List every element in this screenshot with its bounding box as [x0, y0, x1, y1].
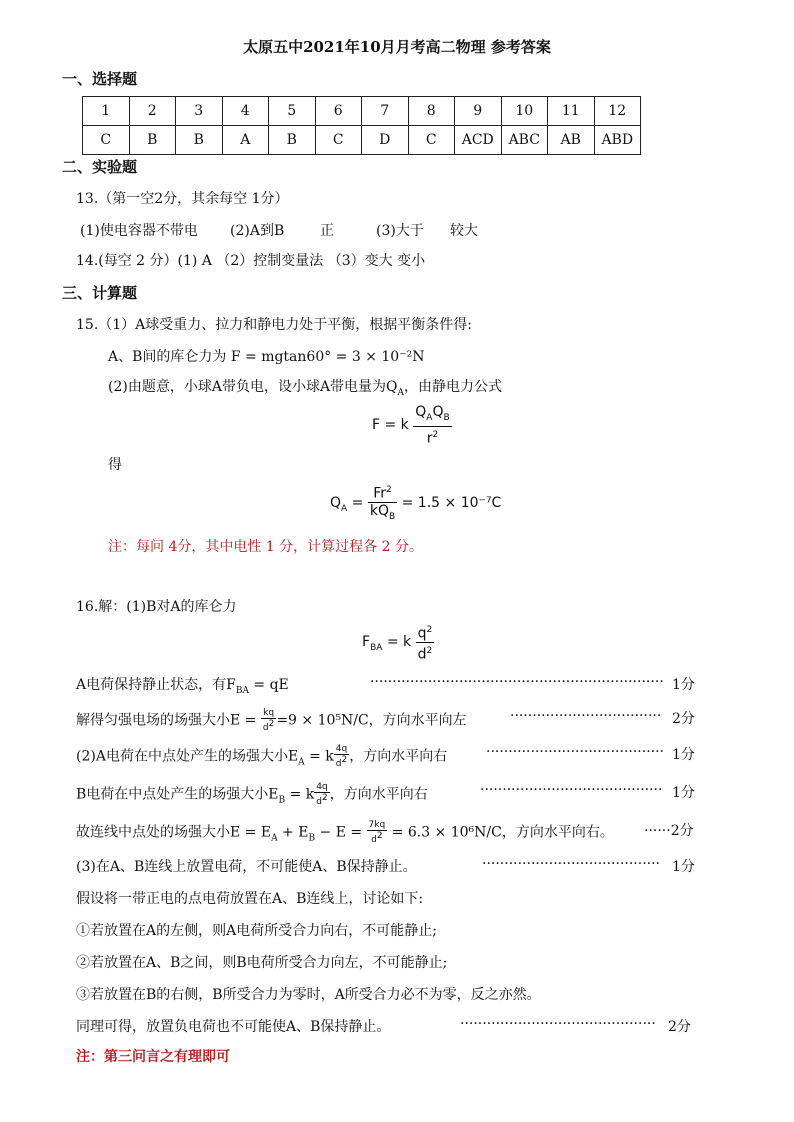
q16-line-6-tail: = 6.3 × 10⁶N/C，方向水平向右。	[387, 824, 614, 841]
q16-line-4: (2)A电荷在中点处产生的场强大小$E_A = k$ $\frac{4q}{d^2}$ ，方向水平向右	[76, 744, 448, 769]
q16-line-3-text: 解得匀强电场的场强大小E =	[76, 712, 261, 729]
leader-dots: ··································································	[370, 674, 664, 690]
table-cell: 2	[129, 97, 176, 126]
q16-grading-note: 注：第三问言之有理即可	[76, 1049, 230, 1065]
section-experiment-heading: 二、实验题	[62, 158, 138, 176]
q16-line-12: 同理可得，放置负电荷也不可能使A、B保持静止。	[76, 1019, 391, 1035]
table-cell: 6	[315, 97, 362, 126]
q16-force-formula: $F_{BA} = k$ $\frac{q^2}{d^2}$	[362, 622, 434, 662]
q15-line-3: (2)由题意，小球A带负电，设小球A带电量为$Q_A$，由静电力公式	[108, 379, 503, 398]
formula-eq: = k	[382, 634, 412, 651]
q16-case-3: ③若放置在B的右侧，B所受合力为零时，A所受合力必不为零，反之亦然。	[76, 987, 541, 1003]
q16-line-7: (3)在A、B连线上放置电荷，不可能使A、B保持静止。	[76, 859, 417, 875]
score-2: 2分	[672, 711, 695, 727]
q15-line-3-tail: ，由静电力公式	[404, 379, 503, 395]
q13-answer-1: (1)使电容器不带电	[80, 223, 198, 239]
table-cell: A	[222, 126, 269, 155]
table-cell: B	[129, 126, 176, 155]
page-title: 太原五中2021年10月月考高二物理 参考答案	[243, 38, 551, 56]
table-cell: ACD	[455, 126, 502, 155]
section-calculation-heading: 三、计算题	[62, 284, 138, 302]
q16-line-2: A电荷保持静止状态，有$F_{BA}$ = qE	[76, 677, 289, 696]
table-cell: 1	[83, 97, 130, 126]
q15-line-1: 15.（1）A球受重力、拉力和静电力处于平衡，根据平衡条件得:	[76, 317, 472, 333]
score-5: ······2分	[644, 823, 694, 839]
section-choice-heading: 一、选择题	[62, 70, 138, 88]
q16-line-5: B电荷在中点处产生的场强大小$E_B = k$ $\frac{4q}{d^2}$ ，方向水平向右	[76, 782, 428, 807]
table-cell: 12	[594, 97, 641, 126]
q16-line-5-eq: = k	[285, 786, 315, 803]
q13-heading: 13.（第一空2分，其余每空 1分）	[76, 191, 289, 207]
q15-line-3-text: (2)由题意，小球A带负电，设小球A带电量为Q	[108, 379, 398, 395]
table-cell: 3	[176, 97, 223, 126]
table-cell: 11	[548, 97, 595, 126]
answer-table-header-row	[83, 97, 641, 126]
q15-grading-note: 注：每问 4分，其中电性 1 分，计算过程各 2 分。	[108, 539, 423, 555]
formula-qa-result: = 1.5 × 10⁻⁷C	[397, 495, 502, 512]
answer-table-answer-row	[83, 126, 641, 155]
q15-de-label: 得	[108, 457, 122, 473]
table-cell: 5	[269, 97, 316, 126]
leader-dots: ·········································	[480, 782, 663, 798]
table-cell: 7	[362, 97, 409, 126]
formula-fba: F	[362, 634, 371, 651]
table-cell: C	[408, 126, 455, 155]
table-cell: 8	[408, 97, 455, 126]
table-cell: 10	[501, 97, 548, 126]
q16-case-2: ②若放置在A、B之间，则B电荷所受合力向左，不可能静止;	[76, 955, 448, 971]
leader-dots: ········································	[486, 744, 665, 760]
q13-answer-2: (2)A到B	[230, 223, 285, 239]
table-cell: ABC	[501, 126, 548, 155]
q13-answer-3: 正	[320, 223, 334, 239]
leader-dots: ········································	[482, 856, 661, 872]
q16-line-3: 解得匀强电场的场强大小E = $\frac{kq}{d^2}$ =9 × 10⁵N/C，方向水平向左	[76, 708, 467, 733]
q16-line-6-minus: − E =	[315, 824, 367, 841]
q15-coulomb-formula: F = k $\frac{Q_AQ_B}{r^2}$	[372, 404, 450, 447]
q16-line-4-text: (2)A电荷在中点处产生的场强大小E	[76, 748, 299, 765]
q16-line-6-plus: + E	[277, 824, 309, 841]
q16-line-6: 故连线中点处的场强大小$E = E_A + E_B - E$ = $\frac{7kq}{d^2}$ = 6.3 × 10⁶N/C，方向水平向右。	[76, 820, 614, 845]
q16-line-5-tail: ，方向水平向右	[329, 786, 428, 803]
q16-line-2-text: A电荷保持静止状态，有F	[76, 677, 236, 693]
score-4: 1分	[672, 785, 695, 801]
score-3: 1分	[672, 747, 695, 763]
q13-answer-4: (3)大于	[376, 223, 424, 239]
q16-case-1: ①若放置在A的左侧，则A电荷所受合力向右，不可能静止;	[76, 923, 437, 939]
q16-line-2-tail: = qE	[248, 677, 289, 693]
q16-line-6-text: 故连线中点处的场强大小E = E	[76, 824, 272, 841]
table-cell: ABD	[594, 126, 641, 155]
table-cell: B	[176, 126, 223, 155]
table-cell: C	[83, 126, 130, 155]
score-7: 2分	[668, 1019, 691, 1035]
q16-line-8: 假设将一带正电的点电荷放置在A、B连线上，讨论如下:	[76, 891, 424, 907]
table-cell: 9	[455, 97, 502, 126]
q16-line-5-text: B电荷在中点处产生的场强大小E	[76, 786, 279, 803]
q14-answer: 14.(每空 2 分）(1) A （2）控制变量法 （3）变大 变小	[76, 253, 426, 269]
q15-charge-formula: $Q_A$ = $\frac{Fr^2}{kQ_B}$ = 1.5 × 10⁻⁷C	[330, 482, 501, 524]
score-6: 1分	[672, 859, 695, 875]
table-cell: C	[315, 126, 362, 155]
score-1: 1分	[672, 677, 695, 693]
q15-line-2: A、B间的库仑力为 F = mgtan60° = 3 × 10⁻²N	[108, 349, 425, 365]
table-cell: 4	[222, 97, 269, 126]
table-cell: D	[362, 126, 409, 155]
q16-line-3-tail: =9 × 10⁵N/C，方向水平向左	[276, 712, 467, 729]
formula-qa: Q	[330, 495, 342, 512]
leader-dots: ············································	[460, 1016, 656, 1032]
q16-line-4-tail: ，方向水平向右	[349, 748, 448, 765]
table-cell: AB	[548, 126, 595, 155]
formula-lhs: F = k	[372, 417, 409, 434]
q16-line-4-eq: = k	[304, 748, 334, 765]
table-cell: B	[269, 126, 316, 155]
leader-dots: ··································	[510, 708, 662, 724]
q13-answer-5: 较大	[450, 223, 478, 239]
answer-table	[82, 96, 641, 155]
q16-line-1: 16.解：(1)B对A的库仑力	[76, 599, 237, 615]
